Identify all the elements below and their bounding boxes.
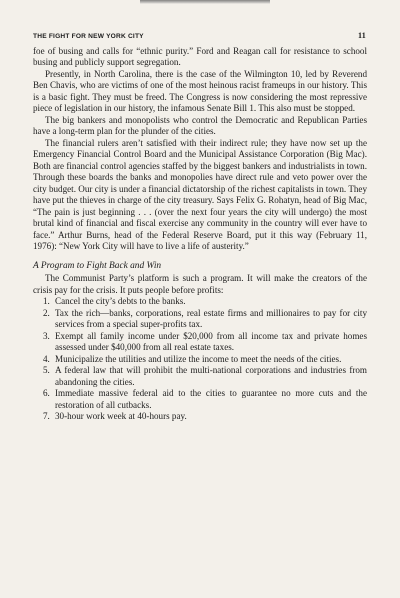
list-item-number: 1. [43, 296, 50, 306]
list-item [33, 354, 367, 366]
paragraph: The financial rulers aren’t satisfied with their indirect rule; they have now set up the Emergency Financial Control Board and the Municipal Assistance Corporation (Big Mac). Both are financial control agencies staffed by the biggest bankers and industrialists in town. Through these boards the banks and monopolies have direct rule and veto power over the city budget. Our city is under a financial dictatorship of the richest capitalists in town. They have put the thieves in charge of the city treasury. Says Felix G. Rohatyn, head of Big Mac, “The pain is just beginning . . . (over the next four years the city will undergo) the most brutal kind of financial and fiscal exercise any community in the country will ever have to face.” Arthur Burns, head of the Federal Reserve Board, put it this way (February 11, 1976): “New York City will have to live a life of austerity.” [33, 137, 367, 251]
page-content [33, 30, 367, 423]
list-item-number: 4. [43, 353, 50, 364]
list-item-number: 7. [43, 411, 50, 421]
list-item [33, 308, 367, 331]
section-heading: A Program to Fight Back and Win [33, 260, 162, 271]
paragraph: The big bankers and monopolists who control the Democratic and Republican Parties have a long-term plan for the plunder of the cities. [33, 114, 367, 136]
list-item-number: 2. [43, 307, 50, 318]
list-item [33, 411, 367, 423]
list-item [33, 296, 367, 308]
list-item-number: 6. [43, 388, 50, 398]
list-item-text: Exempt all family income under $20,000 from all income tax and private homes assessed under $40,000 from all real estate taxes. [55, 330, 367, 352]
list-item-text: 30-hour work week at 40-hours pay. [55, 411, 187, 421]
page-number: 11 [358, 31, 366, 40]
list-item [33, 365, 367, 388]
binding-shadow [140, 0, 270, 4]
section-intro: The Communist Party’s platform is such a program. It will make the creators of the crisis pay for the crisis. It puts people before profits: [33, 273, 367, 295]
list-item-number: 5. [43, 365, 50, 375]
paragraph: foe of busing and calls for “ethnic purity.” Ford and Reagan call for resistance to school busing and publicly support segregation. [33, 45, 367, 67]
list-item-text: Immediate massive federal aid to the cities to guarantee no more cuts and the restoration of all cutbacks. [55, 388, 367, 410]
platform-list [33, 296, 367, 423]
list-item-text: A federal law that will prohibit the multi-national corporations and industries from abandoning the cities. [55, 365, 367, 387]
list-item-number: 3. [43, 330, 50, 341]
list-item [33, 388, 367, 411]
paragraph: Presently, in North Carolina, there is the case of the Wilmington 10, led by Reverend Ben Chavis, who are victims of one of the most heinous racist frameups in our history. This is a basic fight. They must be freed. The Congress is now considering the most repressive piece of legislation in our history, the infamous Senate Bill 1. This also must be stopped. [33, 68, 367, 113]
running-head [33, 30, 367, 43]
list-item-text: Municipalize the utilities and utilize the income to meet the needs of the cities. [55, 353, 342, 364]
list-item-text: Tax the rich—banks, corporations, real estate firms and millionaires to pay for city services from a special super-profits tax. [55, 307, 367, 329]
list-item-text: Cancel the city’s debts to the banks. [55, 296, 186, 306]
list-item [33, 331, 367, 354]
running-head-title: THE FIGHT FOR NEW YORK CITY [33, 33, 144, 40]
